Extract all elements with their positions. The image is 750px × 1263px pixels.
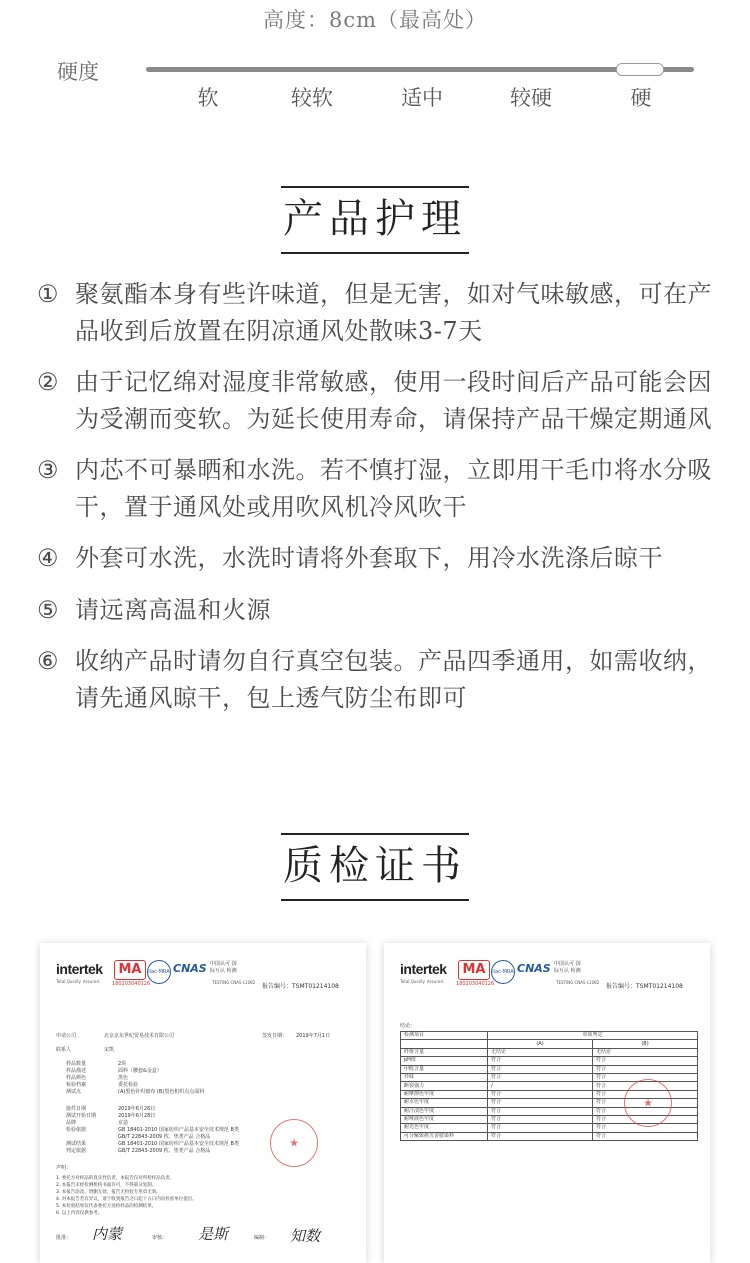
cn-accreditation-text: 中国认可 国际互认 检测 xyxy=(210,961,237,974)
info-row xyxy=(66,1089,356,1096)
care-item-number: ④ xyxy=(37,544,60,572)
info-row-value: GB 18401-2010 国家纺织产品基本安全技术规范 B类 xyxy=(118,1127,239,1133)
info-row xyxy=(66,1082,356,1089)
ilac-mra-icon: ilac-MRA xyxy=(491,960,515,984)
info-row-value: 2019年6月26日 xyxy=(118,1106,156,1112)
info-row xyxy=(66,1113,356,1120)
care-item-number: ① xyxy=(37,280,60,308)
table-row xyxy=(401,1065,698,1073)
report-number: 报告编号：TSMT01214108 xyxy=(262,983,339,990)
info-row-value: 京造 xyxy=(118,1120,129,1126)
table-cell: 符合 xyxy=(488,1115,593,1123)
hardness-scale-thumb xyxy=(616,63,664,76)
table-subheader-row xyxy=(401,1040,698,1048)
intertek-tagline: Total Quality. Assured. xyxy=(400,979,445,984)
note-line: 6. 以上内容仅供参考。 xyxy=(56,1211,103,1216)
table-cell: 可分解致癌芳香胺染料 xyxy=(401,1132,488,1140)
hardness-label: 硬度 xyxy=(57,60,99,84)
note-line: 3. 本报告涂改、增删无效，报告无检验专用章无效。 xyxy=(56,1190,161,1195)
table-cell: 符合 xyxy=(593,1090,698,1098)
care-item xyxy=(37,643,717,716)
table-cell: 符合 xyxy=(593,1107,698,1115)
info-row-key: 接件日期 xyxy=(66,1106,87,1112)
applicant-label: 申请公司 xyxy=(56,1033,77,1039)
cnas-logo: CNAS xyxy=(173,962,207,975)
table-subheader-cell: (A) xyxy=(488,1040,593,1048)
table-header-row xyxy=(401,1032,698,1040)
info-row-value: 委托检验 xyxy=(118,1082,139,1088)
note-line: 4. 对本报告若有异议，请于收到报告之日起十五日内向检验单位提出。 xyxy=(56,1197,197,1202)
report-number: 报告编号：TSMT01214108 xyxy=(606,983,683,990)
table-cell: 符合 xyxy=(593,1082,698,1090)
info-row-key: 品牌 xyxy=(66,1120,77,1126)
intertek-tagline: Total Quality. Assured. xyxy=(56,979,101,984)
note-line: 5. 本检验结果仅代表委托方送检样品的检测结果。 xyxy=(56,1204,157,1209)
care-item-text: 由于记忆绵对湿度非常敏感，使用一段时间后产品可能会因为受潮而变软。为延长使用寿命，请保持产品干燥定期通风 xyxy=(75,368,712,433)
ma-mark-icon: MA xyxy=(458,960,490,980)
info-row-value: GB 18401-2010 国家纺织产品基本安全技术规范 B类 xyxy=(118,1141,239,1147)
applicant-value: 北京京东世纪贸易技术有限公司 xyxy=(104,1033,175,1039)
quality-section-title xyxy=(0,833,750,901)
ma-mark-icon: MA xyxy=(114,960,146,980)
hardness-level-medium-hard: 较硬 xyxy=(510,86,552,110)
table-cell: 符合 xyxy=(488,1065,593,1073)
note-line: 2. 本报告未经检测机构书面许可，不得部分复制。 xyxy=(56,1183,157,1188)
table-cell: 符合 xyxy=(488,1090,593,1098)
info-row-value: GB/T 22843-2009 枕、垫类产品 合格品 xyxy=(118,1148,211,1154)
info-row-value: GB/T 22843-2009 枕、垫类产品 合格品 xyxy=(118,1134,211,1140)
conclusion-label: 结论： xyxy=(400,1023,416,1029)
hardness-level-soft: 软 xyxy=(197,86,219,110)
table-cell: 符合 xyxy=(488,1132,593,1140)
height-text: 高度：8cm（最高处） xyxy=(262,8,488,32)
table-cell: 耐水色牢度 xyxy=(401,1099,488,1107)
table-cell: 符合 xyxy=(593,1115,698,1123)
info-row-key: 样品数量 xyxy=(66,1061,87,1067)
table-cell: 符合 xyxy=(593,1057,698,1065)
issue-date-value: 2019年7月1日 xyxy=(296,1033,331,1039)
ma-number: 180203040126 xyxy=(112,981,151,987)
notes-label: 声明： xyxy=(56,1165,72,1171)
table-row xyxy=(401,1132,698,1140)
info-row xyxy=(66,1120,356,1127)
issue-date-label: 签发日期： xyxy=(262,1033,288,1039)
contact-label: 联系人 xyxy=(56,1047,72,1053)
care-item xyxy=(37,364,717,437)
table-cell: / xyxy=(488,1082,593,1090)
info-row-value: 黑色 xyxy=(118,1075,129,1081)
info-row-key: 测试开始日期 xyxy=(66,1113,97,1119)
hardness-level-medium-soft: 较软 xyxy=(291,86,333,110)
table-cell: 耐唾液色牢度 xyxy=(401,1115,488,1123)
ma-number: 180203040126 xyxy=(456,981,495,987)
table-cell: 符合 xyxy=(488,1073,593,1081)
preparer-signature: 知数 xyxy=(290,1227,321,1245)
table-cell: 符合 xyxy=(593,1132,698,1140)
cnas-sub-text: TESTING CNAS L1082 xyxy=(556,980,600,985)
approve-label: 批准： xyxy=(56,1235,72,1241)
table-cell: 无结论 xyxy=(488,1048,593,1056)
notes-block xyxy=(56,1175,346,1217)
info-row-key: 检验依据 xyxy=(66,1127,87,1133)
table-cell: 耐光色牢度 xyxy=(401,1124,488,1132)
prepare-label: 编制： xyxy=(254,1235,270,1241)
info-row-key: 样品描述 xyxy=(66,1068,87,1074)
table-row xyxy=(401,1057,698,1065)
cnas-logo: CNAS xyxy=(517,962,551,975)
table-header-cell: 单项判定 xyxy=(488,1032,698,1040)
cn-accreditation-text: 中国认可 国际互认 检测 xyxy=(554,961,581,974)
table-cell: pH值 xyxy=(401,1057,488,1065)
hardness-level-hard: 硬 xyxy=(630,86,652,110)
care-section-title xyxy=(0,186,750,254)
ilac-mra-icon: ilac-MRA xyxy=(147,960,171,984)
info-row-value: (A)黑色针织细布 (B)黑色机织点点面料 xyxy=(118,1089,205,1095)
inspection-seal-icon xyxy=(270,1119,318,1167)
cnas-sub-text: TESTING CNAS L1082 xyxy=(212,980,256,985)
reviewer-signature: 是斯 xyxy=(198,1225,229,1243)
certificate-page-1 xyxy=(40,943,366,1263)
table-row xyxy=(401,1048,698,1056)
inspection-seal-icon xyxy=(624,1079,672,1127)
table-cell: 断裂强力 xyxy=(401,1082,488,1090)
review-label: 审核： xyxy=(152,1235,168,1241)
info-row-key: 测试结果 xyxy=(66,1141,87,1147)
info-row-key: 判定依据 xyxy=(66,1148,87,1154)
table-cell: 符合 xyxy=(488,1107,593,1115)
info-row xyxy=(66,1075,356,1082)
table-subheader-cell xyxy=(401,1040,488,1048)
care-item-number: ⑥ xyxy=(37,647,60,675)
intertek-logo: intertek xyxy=(56,961,103,977)
care-item xyxy=(37,452,717,525)
table-cell: 符合 xyxy=(593,1065,698,1073)
table-cell: 符合 xyxy=(593,1099,698,1107)
care-item-text: 请远离高温和火源 xyxy=(75,595,271,624)
table-subheader-cell: (B) xyxy=(593,1040,698,1048)
table-cell: 符合 xyxy=(488,1099,593,1107)
certificate-page-2 xyxy=(384,943,710,1263)
info-row xyxy=(66,1068,356,1075)
info-row-value: 2019年6月28日 xyxy=(118,1113,156,1119)
quality-title-text: 质检证书 xyxy=(281,833,469,901)
table-cell: 无结论 xyxy=(593,1048,698,1056)
care-item-number: ⑤ xyxy=(37,595,60,624)
info-row-key: 测试点 xyxy=(66,1089,82,1095)
care-item-text: 聚氨酯本身有些许味道，但是无害，如对气味敏感，可在产品收到后放置在阴凉通风处散味3-7天 xyxy=(75,280,712,345)
table-cell: 耐汗渍色牢度 xyxy=(401,1107,488,1115)
info-row xyxy=(66,1061,356,1068)
hardness-level-medium: 适中 xyxy=(401,86,443,110)
care-item-text: 内芯不可暴晒和水洗。若不慎打湿，立即用干毛巾将水分吸干，置于通风处或用吹风机冷风吹干 xyxy=(75,456,712,521)
table-cell: 符合 xyxy=(593,1073,698,1081)
care-item xyxy=(37,276,717,349)
table-cell: 符合 xyxy=(488,1057,593,1065)
table-cell: 耐摩擦色牢度 xyxy=(401,1090,488,1098)
care-item-text: 外套可水洗，水洗时请将外套取下，用冷水洗涤后晾干 xyxy=(75,544,663,572)
care-item-number: ③ xyxy=(37,456,60,484)
table-cell: 符合 xyxy=(593,1124,698,1132)
info-row-value: 面料（腰套&金盒） xyxy=(118,1068,162,1074)
care-item-text: 收纳产品时请勿自行真空包装。产品四季通用，如需收纳，请先通风晾干，包上透气防尘布即可 xyxy=(75,647,712,712)
table-header-cell: 检测项目 xyxy=(401,1032,488,1040)
note-line: 1. 委托方对样品的真实性负责，本报告仅对所检样品负责。 xyxy=(56,1176,175,1181)
sample-info-block xyxy=(66,1061,356,1096)
table-cell: 纤维含量 xyxy=(401,1048,488,1056)
info-row-key: 样品颜色 xyxy=(66,1075,87,1081)
care-item-number: ② xyxy=(37,368,60,396)
info-row xyxy=(66,1106,356,1113)
table-cell: 甲醛含量 xyxy=(401,1065,488,1073)
care-item xyxy=(37,592,717,629)
care-item xyxy=(37,540,717,577)
intertek-logo: intertek xyxy=(400,961,447,977)
contact-value: 宋凯 xyxy=(104,1047,115,1053)
hardness-scale-track xyxy=(146,67,694,72)
table-cell: 符合 xyxy=(488,1124,593,1132)
care-list xyxy=(37,276,717,731)
info-row-value: 2块 xyxy=(118,1061,127,1067)
info-row-key: 检验档案 xyxy=(66,1082,87,1088)
approver-signature: 内蒙 xyxy=(92,1225,123,1243)
hardness-scale-fill xyxy=(146,67,694,72)
care-title-text: 产品护理 xyxy=(281,186,469,254)
table-cell: 异味 xyxy=(401,1073,488,1081)
